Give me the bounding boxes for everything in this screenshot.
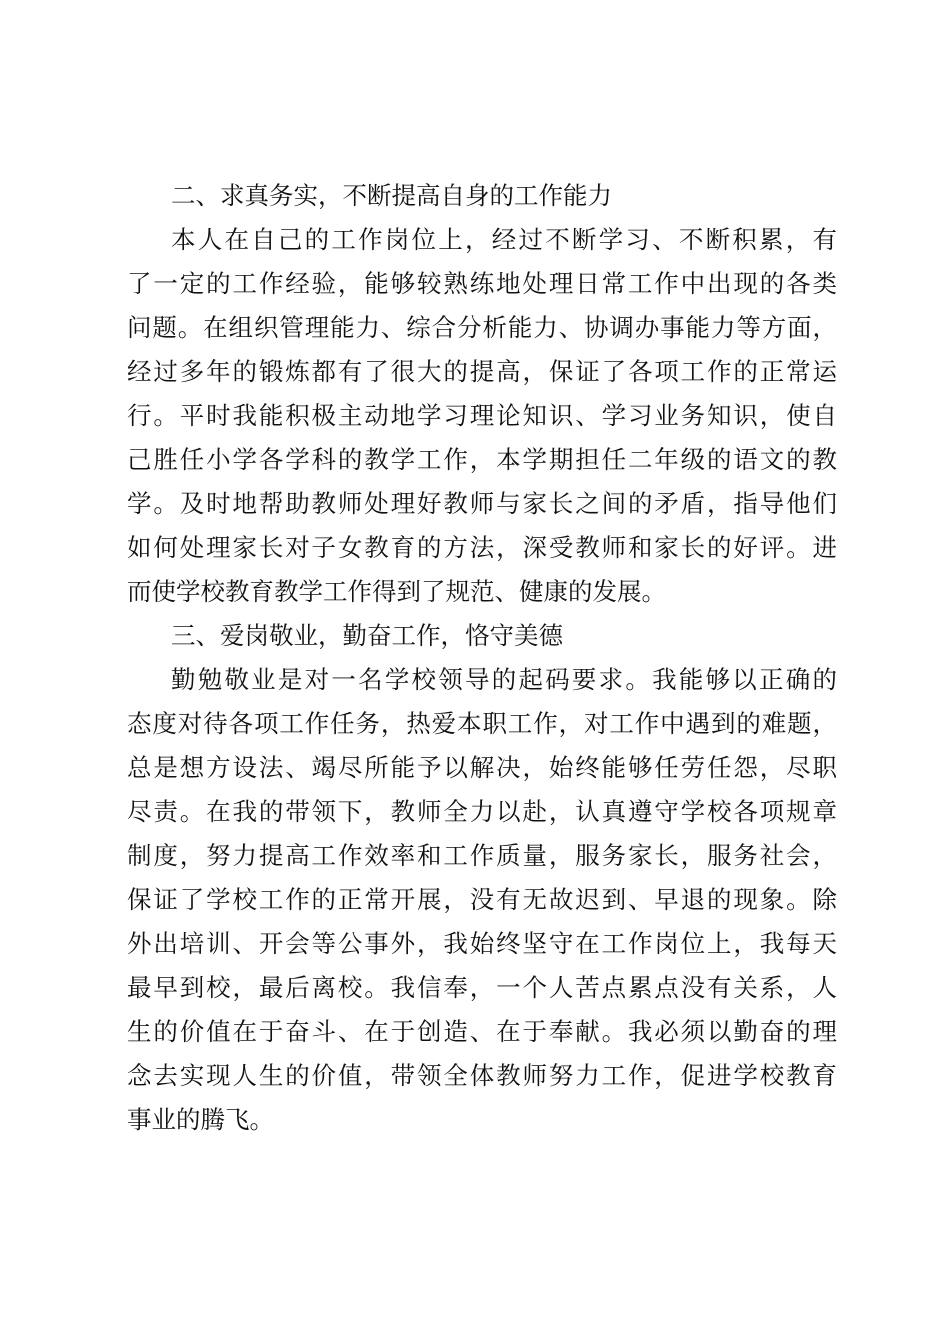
section-paragraph-3 — [127, 658, 837, 1142]
section-heading-2: 二、求真务实，不断提高自身的工作能力 — [171, 181, 612, 210]
paragraph-line: 态度对待各项工作任务，热爱本职工作，对工作中遇到的难题， — [127, 709, 837, 738]
paragraph-line: 尽责。在我的带领下，教师全力以赴，认真遵守学校各项规章 — [127, 797, 837, 826]
paragraph-line: 如何处理家长对子女教育的方法，深受教师和家长的好评。进 — [127, 533, 837, 562]
paragraph-line: 念去实现人生的价值，带领全体教师努力工作，促进学校教育 — [127, 1061, 837, 1090]
paragraph-line: 而使学校教育教学工作得到了规范、健康的发展。 — [127, 577, 666, 606]
paragraph-line: 学。及时地帮助教师处理好教师与家长之间的矛盾，指导他们 — [127, 489, 837, 518]
paragraph-line: 外出培训、开会等公事外，我始终坚守在工作岗位上，我每天 — [127, 929, 837, 958]
section-paragraph-2 — [127, 218, 837, 614]
paragraph-line: 行。平时我能积极主动地学习理论知识、学习业务知识，使自 — [127, 401, 837, 430]
document-body — [127, 174, 837, 1142]
section-heading-3: 三、爱岗敬业，勤奋工作，恪守美德 — [171, 621, 563, 650]
paragraph-line: 生的价值在于奋斗、在于创造、在于奉献。我必须以勤奋的理 — [127, 1017, 837, 1046]
paragraph-line: 勤勉敬业是对一名学校领导的起码要求。我能够以正确的 — [171, 665, 837, 694]
paragraph-line: 制度，努力提高工作效率和工作质量，服务家长，服务社会， — [127, 841, 837, 870]
paragraph-line: 总是想方设法、竭尽所能予以解决，始终能够任劳任怨，尽职 — [127, 753, 837, 782]
paragraph-line: 经过多年的锻炼都有了很大的提高，保证了各项工作的正常运 — [127, 357, 837, 386]
paragraph-line: 了一定的工作经验，能够较熟练地处理日常工作中出现的各类 — [127, 269, 837, 298]
paragraph-line: 问题。在组织管理能力、综合分析能力、协调办事能力等方面， — [127, 313, 837, 342]
paragraph-line: 本人在自己的工作岗位上，经过不断学习、不断积累，有 — [171, 225, 837, 254]
paragraph-line: 己胜任小学各学科的教学工作，本学期担任二年级的语文的教 — [127, 445, 837, 474]
paragraph-line: 事业的腾飞。 — [127, 1105, 274, 1134]
paragraph-line: 最早到校，最后离校。我信奉，一个人苦点累点没有关系，人 — [127, 973, 837, 1002]
paragraph-line: 保证了学校工作的正常开展，没有无故迟到、早退的现象。除 — [127, 885, 837, 914]
